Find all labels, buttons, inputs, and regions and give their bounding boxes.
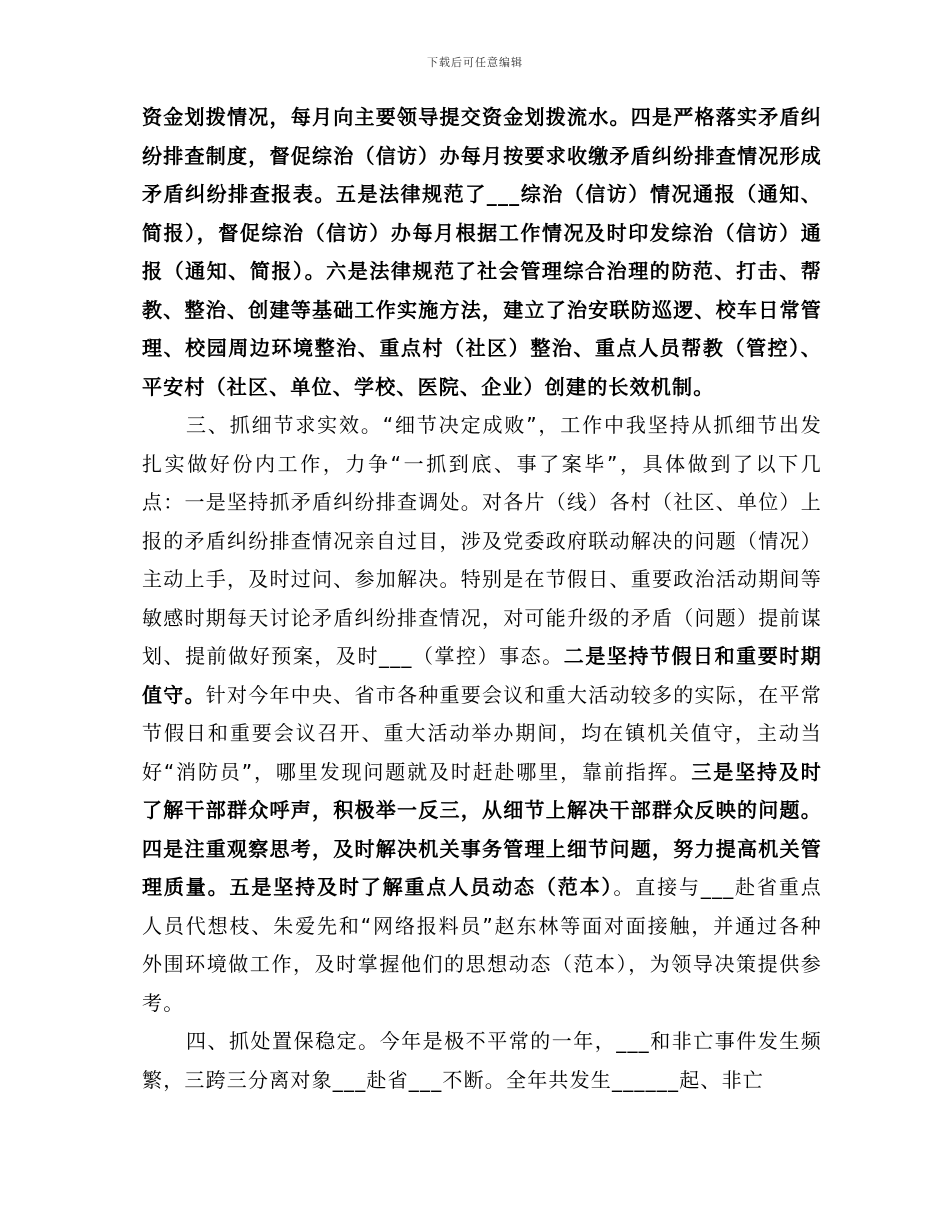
bold-text: 二是坚持节假日和重要时期值守。 — [142, 644, 822, 707]
document-body — [142, 98, 822, 1099]
bold-text: 资金划拨情况，每月向主要领导提交资金划拨流水。四是严格落实矛盾纠纷排查制度，督促综治（信访）办每月按要求收缴矛盾纠纷排查情况形成矛盾纠纷排查报表。五是法律规范了___综治（信访）情况通报（通知、简报），督促综治（信访）办每月根据工作情况及时印发综治（信访）通报（通知、简报）。六是法律规范了社会管理综合治理的防范、打击、帮教、整治、创建等基础工作实施方法，建立了治安联防巡逻、校车日常管理、校园周边环境整治、重点村（社区）整治、重点人员帮教（管控）、平安村（社区、单位、学校、医院、企业）创建的长效机制。 — [142, 105, 822, 399]
paragraph-1 — [142, 98, 822, 406]
normal-text: 针对今年中央、省市各种重要会议和重大活动较多的实际，在平常节假日和重要会议召开、重大活动举办期间，均在镇机关值守，主动当好“消防员”，哪里发现问题就及时赶赴哪里，靠前指挥。 — [142, 682, 822, 784]
paragraph-3 — [142, 1022, 822, 1099]
normal-text: 三、抓细节求实效。“细节决定成败”，工作中我坚持从抓细节出发扎实做好份内工作，力争“一抓到底、事了案毕”，具体做到了以下几点：一是坚持抓矛盾纠纷排查调处。对各片（线）各村（社区、单位）上报的矛盾纠纷排查情况亲自过目，涉及党委政府联动解决的问题（情况）主动上手，及时过问、参加解决。特别是在节假日、重要政治活动期间等敏感时期每天讨论矛盾纠纷排查情况，对可能升级的矛盾（问题）提前谋划、提前做好预案，及时___（掌控）事态。 — [142, 413, 822, 668]
bold-text: 三是坚持及时了解干部群众呼声，积极举一反三，从细节上解决干部群众反映的问题。四是注重观察思考，及时解决机关事务管理上细节问题，努力提高机关管理质量。五是坚持及时了解重点人员动态（范本） — [142, 759, 822, 899]
normal-text: 。直接与___赴省重点人员代想枝、朱爱先和“网络报料员”赵东林等面对面接触，并通过各种外围环境做工作，及时掌握他们的思想动态（范本），为领导决策提供参考。 — [142, 875, 822, 1015]
normal-text: 四、抓处置保稳定。今年是极不平常的一年，___和非亡事件发生频繁，三跨三分离对象___赴省___不断。全年共发生______起、非亡 — [142, 1029, 822, 1092]
paragraph-2 — [142, 406, 822, 1022]
page-header: 下载后可任意编辑 — [427, 56, 523, 69]
